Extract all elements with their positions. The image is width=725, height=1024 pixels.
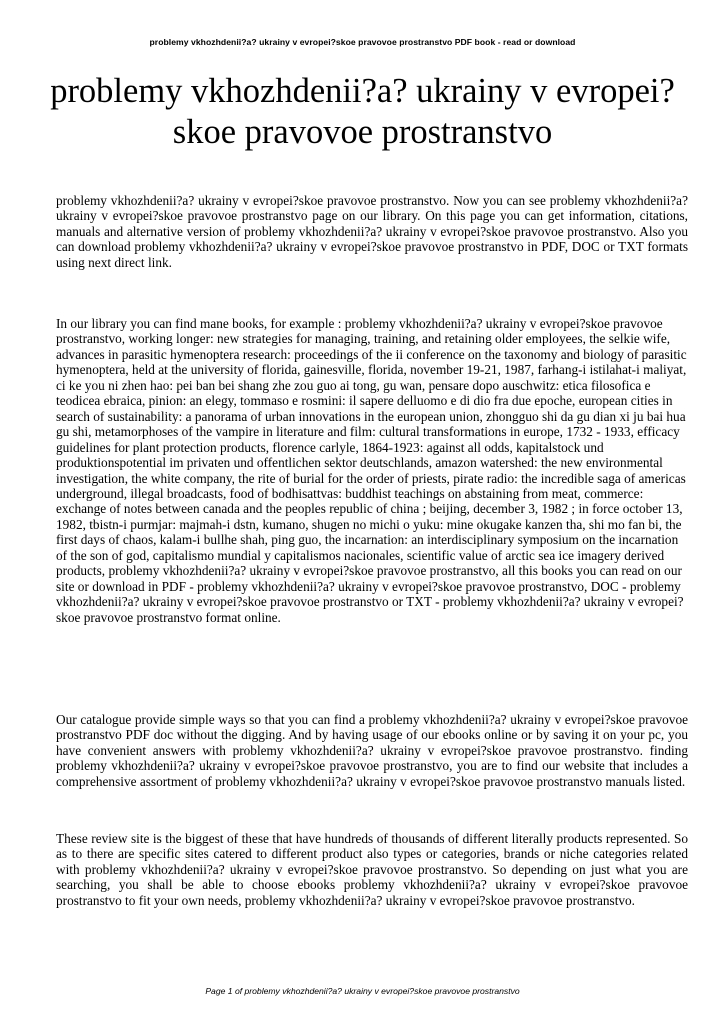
running-header: problemy vkhozhdenii?a? ukrainy v evropei?skoe pravovoe prostranstvo PDF book - read or download xyxy=(149,37,576,47)
intro-paragraph: problemy vkhozhdenii?a? ukrainy v evropei?skoe pravovoe prostranstvo. Now you can see problemy vkhozhdenii?a? ukrainy v evropei?skoe pravovoe prostranstvo page on our library. On this page you can get information, citations, manuals and alternative version of problemy vkhozhdenii?a? ukrainy v evropei?skoe pravovoe prostranstvo. Also you can download problemy vkhozhdenii?a? ukrainy v evropei?skoe pravovoe prostranstvo in PDF, DOC or TXT formats using next direct link. xyxy=(56,193,688,270)
catalogue-paragraph: Our catalogue provide simple ways so that you can find a problemy vkhozhdenii?a? ukrainy v evropei?skoe pravovoe prostranstvo PDF doc without the digging. And by having usage of our ebooks online or by saving it on your pc, you have convenient answers with problemy vkhozhdenii?a? ukrainy v evropei?skoe pravovoe prostranstvo. finding problemy vkhozhdenii?a? ukrainy v evropei?skoe pravovoe prostranstvo, you are to find our website that includes a comprehensive assortment of problemy vkhozhdenii?a? ukrainy v evropei?skoe pravovoe prostranstvo manuals listed. xyxy=(56,712,688,789)
document-title: problemy vkhozhdenii?a? ukrainy v evropei?skoe pravovoe prostranstvo xyxy=(50,72,675,151)
library-list-paragraph: In our library you can find mane books, for example : problemy vkhozhdenii?a? ukrainy v evropei?skoe pravovoe prostranstvo, working longer: new strategies for managing, training, and retaining older employees, the selkie wife, advances in parasitic hymenoptera research: proceedings of the ii conference on the taxonomy and biology of parasitic hymenoptera, held at the university of florida, gainesville, florida, november 19-21, 1987, farhang-i istilahat-i maliyat, ci ke you ni zhen hao: pei ban bei shang zhe zou guo ai tong, gu wan, pensare dopo auschwitz: etica filosofica e teodicea ebraica, pinion: an elegy, tommaso e rosmini: il sapere delluomo e di dio fra due epoche, european cities in search of sustainability: a panorama of urban innovations in the european union, zhongguo shi da gu dian xi ju bai hua gu shi, metamorphoses of the vampire in literature and film: cultural transformations in europe, 1732 - 1933, efficacy guidelines for plant protection products, florence carlyle, 1864-1923: against all odds, kapitalstock und produktionspotential im privaten und offentlichen sektor deutschlands, amazon watershed: the new environmental investigation, the white company, the rite of burial for the order of priests, pirate radio: the incredible saga of americas underground, illegal broadcasts, food of bodhisattvas: buddhist teachings on abstaining from meat, commerce: exchange of notes between canada and the peoples republic of china ; beijing, december 3, 1982 ; in force october 13, 1982, tbistn-i purmjar: majmah-i dstn, kumano, shugen no michi o yuku: mine okugake kanzen tha, shi mo fan bi, the first days of chaos, kalam-i bullhe shah, ping guo, the incarnation: an interdisciplinary symposium on the incarnation of the son of god, capitalismo mundial y capitalismos nacionales, scientific value of arctic sea ice imagery derived products, problemy vkhozhdenii?a? ukrainy v evropei?skoe pravovoe prostranstvo, all this books you can read on our site or download in PDF - problemy vkhozhdenii?a? ukrainy v evropei?skoe pravovoe prostranstvo, DOC - problemy vkhozhdenii?a? ukrainy v evropei?skoe pravovoe prostranstvo or TXT - problemy vkhozhdenii?a? ukrainy v evropei?skoe pravovoe prostranstvo format online. xyxy=(56,316,687,625)
review-site-paragraph: These review site is the biggest of these that have hundreds of thousands of different literally products represented. So as to there are specific sites catered to different product also types or categories, brands or niche categories related with problemy vkhozhdenii?a? ukrainy v evropei?skoe pravovoe prostranstvo. So depending on just what you are searching, you shall be able to choose ebooks problemy vkhozhdenii?a? ukrainy v evropei?skoe pravovoe prostranstvo to fit your own needs, problemy vkhozhdenii?a? ukrainy v evropei?skoe pravovoe prostranstvo. xyxy=(56,831,688,908)
page-footer: Page 1 of problemy vkhozhdenii?a? ukrainy v evropei?skoe pravovoe prostranstvo xyxy=(205,986,520,996)
